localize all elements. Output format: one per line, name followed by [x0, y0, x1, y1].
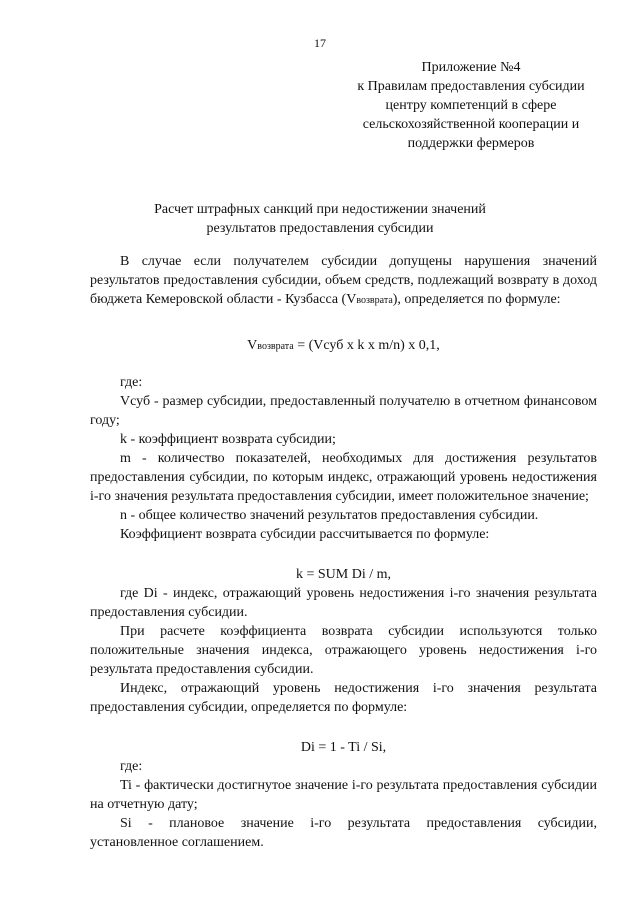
intro-paragraph — [90, 252, 597, 310]
formula-refund-subscript: возврата — [257, 341, 294, 352]
definition-n: n - общее количество значений результатов предоставления субсидии. — [120, 508, 539, 523]
formula-refund — [90, 336, 597, 356]
definition-di: где Di - индекс, отражающий уровень недостижения i-го значения результата предоставления субсидии. — [90, 586, 597, 620]
index-intro: Индекс, отражающий уровень недостижения i-го значения результата предоставления субсидии, определяется по формуле: — [90, 681, 597, 715]
appendix-line: Приложение №4 — [421, 60, 521, 75]
appendix-line: к Правилам предоставления субсидии — [357, 79, 585, 94]
definition-m: m - количество показателей, необходимых для достижения результатов предоставления субсидии, по которым индекс, отражающий уровень недостижения i-го значения результата предоставления субсидии, имеет положительное значение; — [90, 451, 597, 504]
title-line: результатов предоставления субсидии — [206, 221, 434, 236]
appendix-line: поддержки фермеров — [407, 136, 535, 151]
page-number: 17 — [314, 36, 326, 50]
formula-refund-v: V — [247, 338, 258, 353]
appendix-line: центру компетенций в сфере — [385, 98, 557, 113]
where-label: где: — [120, 375, 143, 390]
appendix-line: сельскохозяйственной кооперации и — [362, 117, 580, 132]
document-body — [90, 252, 597, 852]
coefficient-intro: Коэффициент возврата субсидии рассчитывается по формуле: — [120, 527, 490, 542]
definition-si: Si - плановое значение i-го результата предоставления субсидии, установленное соглашением. — [90, 816, 597, 850]
title-line: Расчет штрафных санкций при недостижении значений — [154, 202, 486, 217]
intro-subscript: возврата — [356, 295, 393, 306]
formula-refund-rest: = (Vсуб x k x m/n) x 0,1, — [293, 338, 440, 353]
definition-ti: Ti - фактически достигнутое значение i-го результата предоставления субсидии на отчетную дату; — [90, 778, 597, 812]
formula-index: Di = 1 - Ti / Si, — [300, 740, 387, 755]
definition-k: k - коэффициент возврата субсидии; — [120, 432, 336, 447]
intro-text-a: В случае если получателем субсидии допущены нарушения значений результатов предоставления субсидии, объем средств, подлежащий возврату в доход бюджета Кемеровской области - Кузбасса (V — [90, 254, 597, 307]
where-label-2: где: — [120, 759, 143, 774]
appendix-header — [336, 58, 606, 153]
formula-coefficient: k = SUM Di / m, — [295, 567, 392, 582]
intro-text-b: ), определяется по формуле: — [392, 292, 561, 307]
note-positive-values: При расчете коэффициента возврата субсидии используются только положительные значения индекса, отражающего уровень недостижения i-го результата предоставления субсидии. — [90, 624, 597, 677]
section-title — [100, 200, 540, 238]
definition-vsub: Vсуб - размер субсидии, предоставленный получателю в отчетном финансовом году; — [90, 394, 597, 428]
